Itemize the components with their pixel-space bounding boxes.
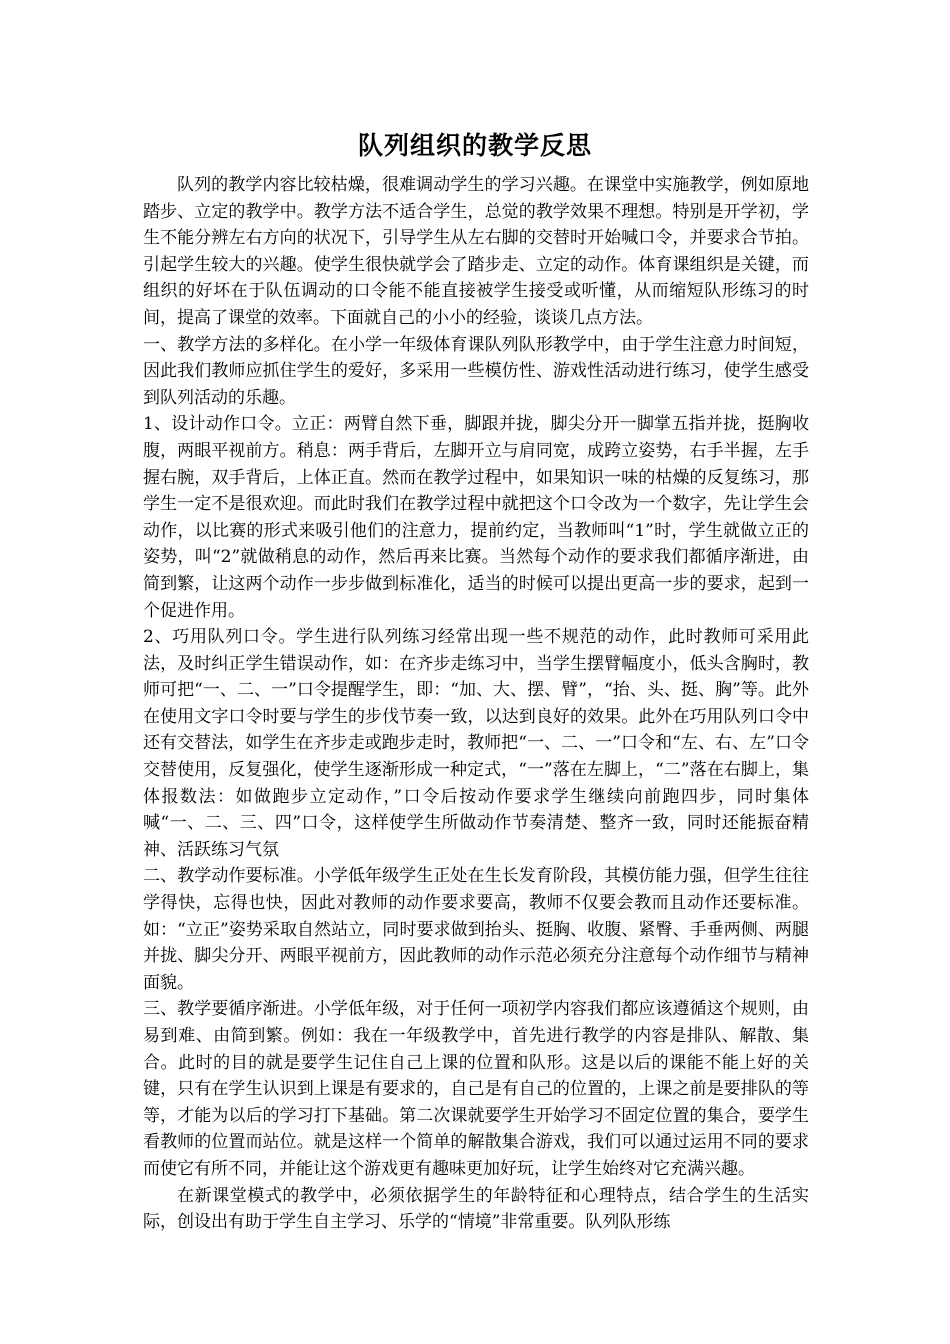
paragraph-section-2: 二、教学动作要标准。小学低年级学生正处在生长发育阶段，其模仿能力强，但学生往往学得快，忘得也快，因此对教师的动作要求要高，教师不仅要会教而且动作还要标准。如：“立正”姿势采取自然站立，同时要求做到抬头、挺胸、收腹、紧臀、手垂两侧、两腿并拢、脚尖分开、两眼平视前方，因此教师的动作示范必须充分注意每个动作细节与精神面貌。	[143, 866, 809, 993]
paragraph-section-1: 一、教学方法的多样化。在小学一年级体育课队列队形教学中，由于学生注意力时间短，因此我们教师应抓住学生的爱好，多采用一些模仿性、游戏性活动进行练习，使学生感受到队列活动的乐趣。	[143, 334, 809, 408]
paragraph-section-1-item-2: 2、巧用队列口令。学生进行队列练习经常出现一些不规范的动作，此时教师可采用此法，及时纠正学生错误动作，如：在齐步走练习中，当学生摆臂幅度小，低头含胸时，教师可把“一、二、一”口令提醒学生，即：“加、大、摆、臂”，“抬、头、挺、胸”等。此外在使用文字口令时要与学生的步伐节奏一致，以达到良好的效果。此外在巧用队列口令中还有交替法，如学生在齐步走或跑步走时，教师把“一、二、一”口令和“左、右、左”口令交替使用，反复强化，使学生逐渐形成一种定式，“一”落在左脚上，“二”落在右脚上，集体报数法：如做跑步立定动作，”口令后按动作要求学生继续向前跑四步，同时集体喊“一、二、三、四”口令，这样使学生所做动作节奏清楚、整齐一致，同时还能振奋精神、活跃练习气氛	[143, 627, 809, 860]
document-body	[143, 172, 809, 1236]
paragraph-section-3: 三、教学要循序渐进。小学低年级，对于任何一项初学内容我们都应该遵循这个规则，由易到难、由简到繁。例如：我在一年级教学中，首先进行教学的内容是排队、解散、集合。此时的目的就是要学生记住自己上课的位置和队形。这是以后的课能不能上好的关键，只有在学生认识到上课是有要求的，自己是有自己的位置的，上课之前是要排队的等等，才能为以后的学习打下基础。第二次课就要学生开始学习不固定位置的集合，要学生看教师的位置而站位。就是这样一个简单的解散集合游戏，我们可以通过运用不同的要求而使它有所不同，并能让这个游戏更有趣味更加好玩，让学生始终对它充满兴趣。	[143, 999, 809, 1179]
paragraph-conclusion: 在新课堂模式的教学中，必须依据学生的年龄特征和心理特点，结合学生的生活实际，创设出有助于学生自主学习、乐学的“情境”非常重要。队列队形练	[143, 1185, 809, 1233]
document-title: 队列组织的教学反思	[357, 131, 592, 160]
paragraph-intro: 队列的教学内容比较枯燥，很难调动学生的学习兴趣。在课堂中实施教学，例如原地踏步、立定的教学中。教学方法不适合学生，总觉的教学效果不理想。特别是开学初，学生不能分辨左右方向的状况下，引导学生从左右脚的交替时开始喊口令，并要求合节拍。引起学生较大的兴趣。使学生很快就学会了踏步走、立定的动作。体育课组织是关键，而组织的好坏在于队伍调动的口令能不能直接被学生接受或听懂，从而缩短队形练习的时间，提高了课堂的效率。下面就自己的小小的经验，谈谈几点方法。	[143, 175, 809, 328]
paragraph-section-1-item-1: 1、设计动作口令。立正：两臂自然下垂，脚跟并拢，脚尖分开一脚掌五指并拢，挺胸收腹，两眼平视前方。稍息：两手背后，左脚开立与肩同宽，成跨立姿势，右手半握，左手握右腕，双手背后，上体正直。然而在教学过程中，如果知识一味的枯燥的反复练习，那学生一定不是很欢迎。而此时我们在教学过程中就把这个口令改为一个数字，先让学生会动作，以比赛的形式来吸引他们的注意力，提前约定，当教师叫“1”时，学生就做立正的姿势，叫“2”就做稍息的动作，然后再来比赛。当然每个动作的要求我们都循序渐进，由简到繁，让这两个动作一步步做到标准化，适当的时候可以提出更高一步的要求，起到一个促进作用。	[143, 414, 809, 621]
